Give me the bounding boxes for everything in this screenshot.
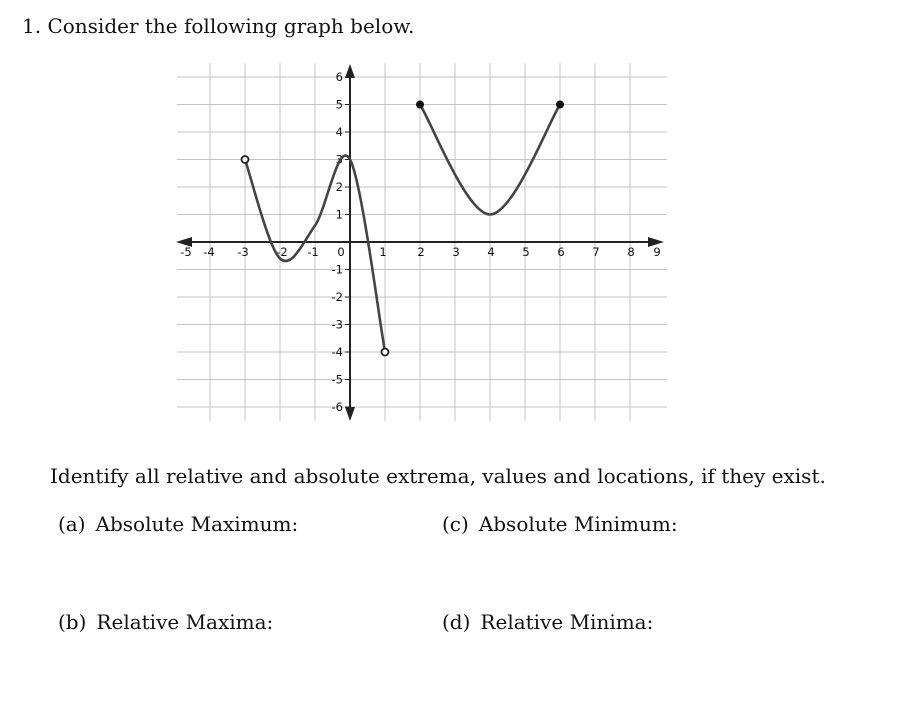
part-b-tag: (b) xyxy=(58,610,87,634)
x-tick-label: 7 xyxy=(592,245,600,259)
y-axis-up-arrow xyxy=(345,64,355,78)
function-curve xyxy=(245,105,560,353)
x-tick-label: 9 xyxy=(653,245,661,259)
x-tick-label: 0 xyxy=(337,245,345,259)
part-b xyxy=(58,610,273,634)
y-tick-label: 4 xyxy=(335,125,343,139)
part-d-tag: (d) xyxy=(442,610,471,634)
part-c-tag: (c) xyxy=(442,512,469,536)
y-tick-label: -4 xyxy=(331,345,343,359)
y-tick-label: 6 xyxy=(335,70,343,84)
instruction-text: Identify all relative and absolute extrema, values and locations, if they exist. xyxy=(50,464,826,488)
x-tick-label: -1 xyxy=(307,245,319,259)
y-axis-down-arrow xyxy=(345,407,355,421)
y-tick-label: -2 xyxy=(331,290,343,304)
closed-endpoint xyxy=(556,101,564,109)
open-endpoint xyxy=(242,156,249,163)
y-tick-label: -1 xyxy=(331,262,343,277)
x-tick-label: -3 xyxy=(237,245,249,259)
x-tick-label: 8 xyxy=(627,245,635,259)
x-tick-label: 3 xyxy=(452,245,460,259)
x-tick-label: 1 xyxy=(379,245,387,259)
y-tick-label: -5 xyxy=(331,372,343,387)
open-endpoint xyxy=(382,349,389,356)
y-tick-label: 1 xyxy=(335,207,343,222)
part-b-label: Relative Maxima: xyxy=(96,610,274,634)
part-d-label: Relative Minima: xyxy=(480,610,654,634)
part-a xyxy=(58,512,298,536)
y-tick-label: -6 xyxy=(331,400,343,414)
x-tick-label: 5 xyxy=(522,245,530,259)
part-c-label: Absolute Minimum: xyxy=(478,512,678,536)
x-tick-label: 4 xyxy=(487,245,495,259)
x-tick-label: -4 xyxy=(203,245,215,259)
x-tick-label: 2 xyxy=(417,245,425,259)
y-tick-label: 3 xyxy=(335,152,343,167)
x-tick-label: -2 xyxy=(276,245,288,259)
closed-endpoint xyxy=(416,101,424,109)
part-a-tag: (a) xyxy=(58,512,86,536)
x-tick-label: 6 xyxy=(557,245,565,259)
y-tick-label: 2 xyxy=(335,180,343,194)
part-a-label: Absolute Maximum: xyxy=(95,512,299,536)
endpoints xyxy=(242,101,565,356)
part-c xyxy=(442,512,678,536)
x-tick-label: -5 xyxy=(180,245,192,259)
y-tick-label: -3 xyxy=(331,317,343,332)
y-tick-label: 5 xyxy=(335,97,343,112)
part-d xyxy=(442,610,653,634)
problem-title: 1. Consider the following graph below. xyxy=(22,14,415,38)
